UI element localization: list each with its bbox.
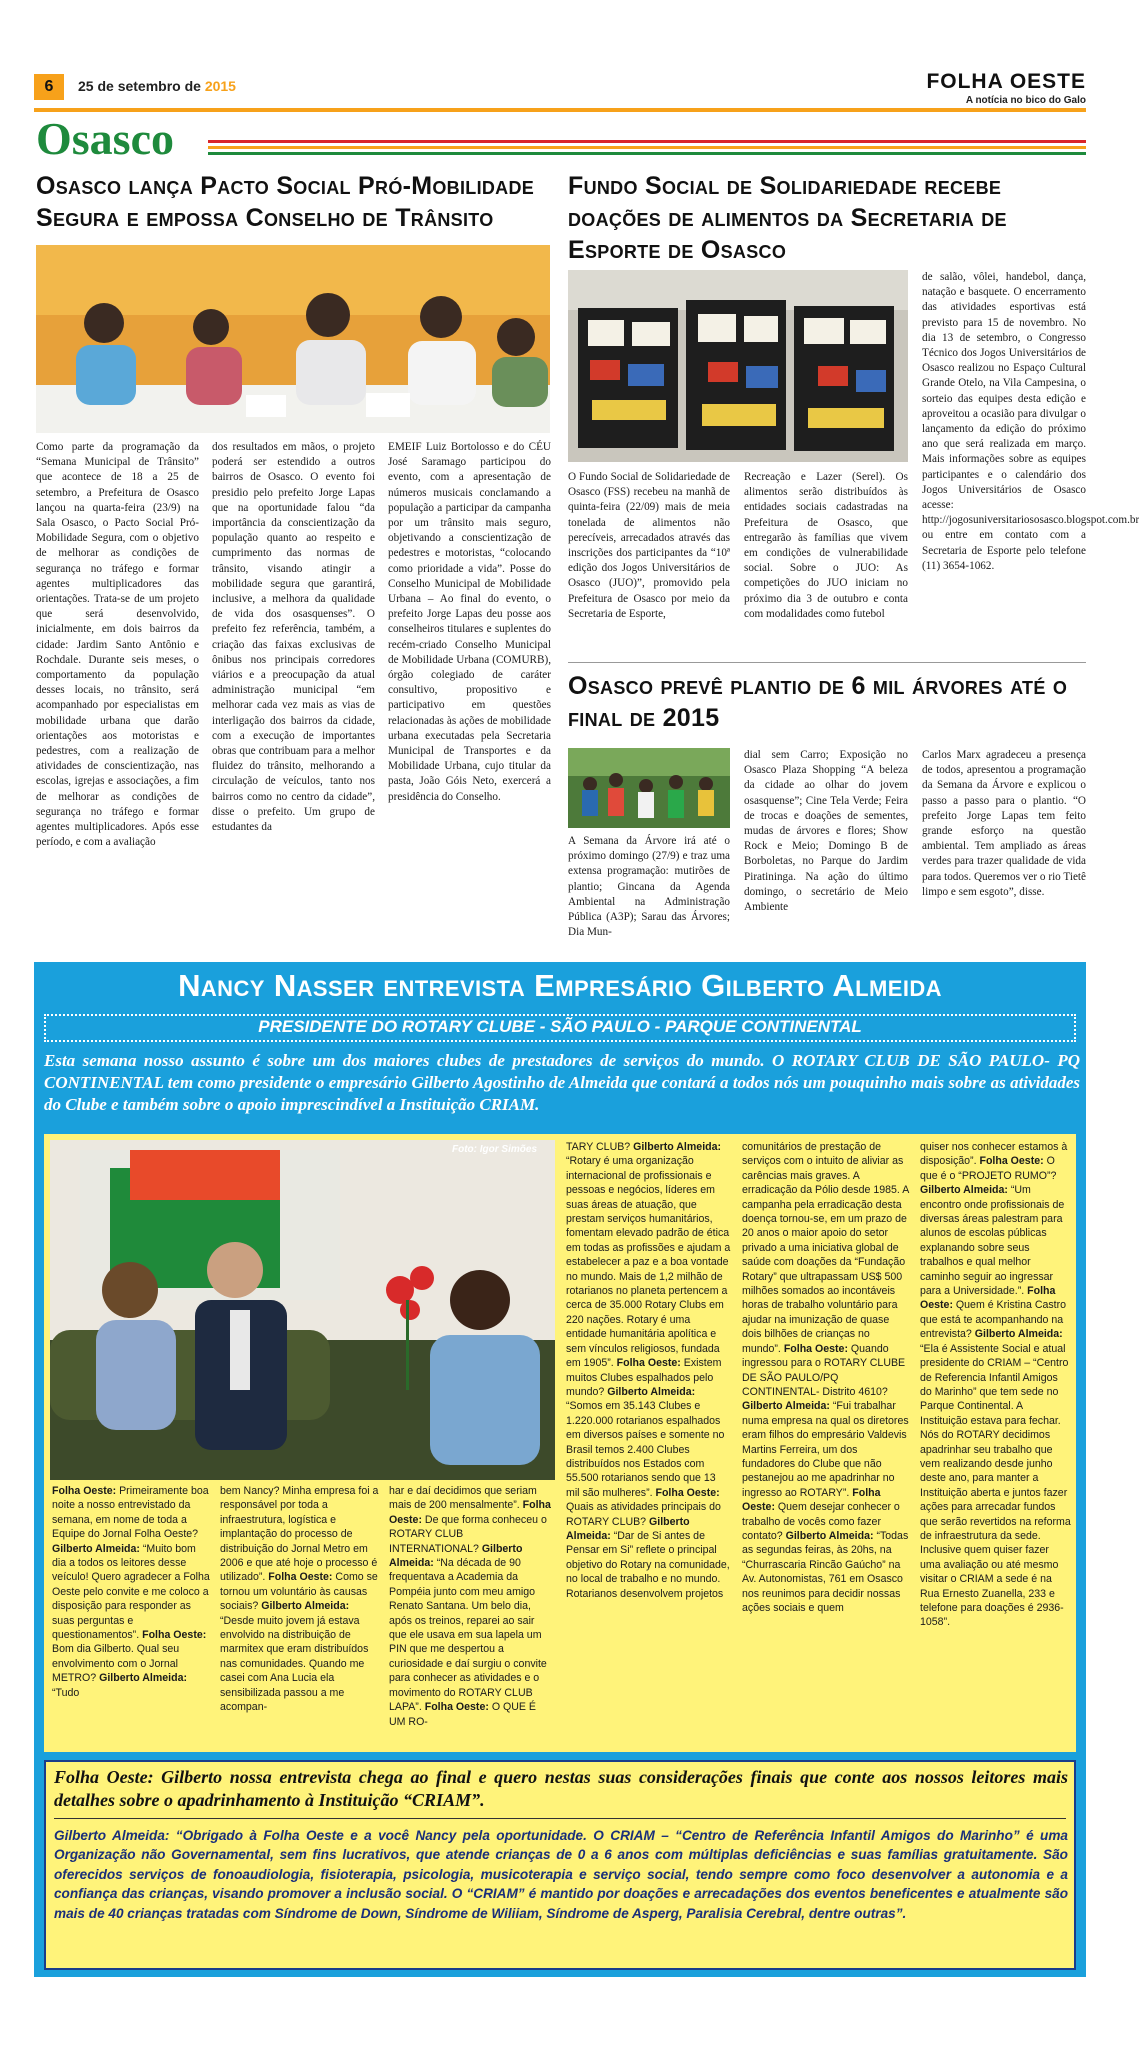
interview-column-5: comunitários de prestação de serviços com o intuito de aliviar as carências mais graves. A erradicação da Pólio desde 1985. A campanha pela erradicação desta doença tornou-se, em um prazo de 20 anos o maior apoio do setor privado a uma iniciativa global de saúde com doações da “Fundação Rotary” que ultrapassam US$ 500 milhões somados ao incontáveis horas de trabalho voluntário para ajudar na imunização de quase dois bilhões de crianças no mundo”. Folha Oeste: Quando ingressou para o ROTARY CLUBE DE SÃO PAULO/PQ CONTINENTAL- Distrito 4610? Gilberto Almeida: “Fui trabalhar numa empresa na qual os diretores eram filhos do empresário Valdevis Martins Ferreira, um dos fundadores do Clube que não pestanejou ao me apadrinhar no ingresso ao ROTARY”. Folha Oeste: Quem desejar conhecer o trabalho de vocês como fazer contato? Gilberto Almeida: “Todas as segundas feiras, às 20hs, na “Churrascaria Rincão Gaúcho” na Av. Autonomistas, 761 em Osasco nos reunimos para decidir nossas ações sociais e quem <box>742 1141 909 1614</box>
final-question: Folha Oeste: Gilberto nossa entrevista chega ao final e quero nestas suas considerações finais que conte aos nossos leitores mais detalhes sobre o apadrinhamento à Instituição “CRIAM”. <box>54 1767 1068 1810</box>
page-header <box>34 70 1086 110</box>
section-title: Osasco <box>36 113 174 164</box>
interview-column-2: bem Nancy? Minha empresa foi a responsável por toda a infraestrutura, logística e implantação do processo de distribuição do Jornal Metro em 2006 e que até hoje o processo é utilizado”. Folha Oeste: Como se tornou um voluntário às causas sociais? Gilberto Almeida: “Desde muito jovem já estava envolvido na distribuição de marmitex que eram distribuídos nas comunidades. Quando me casei com Ana Lucia ela sensibilizada passou a me acompan- <box>220 1485 379 1714</box>
interview-subheadline: PRESIDENTE DO ROTARY CLUBE - SÃO PAULO - PARQUE CONTINENTAL <box>258 1017 862 1036</box>
article2-column-2: Recreação e Lazer (Serel). Os alimentos serão distribuídos às entidades sociais cadastradas na Prefeitura de Osasco, que entregarão às famílias que vivem em condições de vulnerabilidade social. Sobre o JUO: As competições do JUO iniciam no próximo dia 3 de outubro e conta com modalidades como futebol <box>744 471 908 620</box>
article2-column-1: O Fundo Social de Solidariedade de Osasco (FSS) recebeu na manhã de quinta-feira (22/09) mais de meia tonelada de alimentos não perecíveis, arrecadados através das inscrições dos participantes da “10ª edição dos Jogos Universitários de Osasco (JUO)”, promovido pela Prefeitura de Osasco por meio da Secretaria de Esporte, <box>568 471 730 620</box>
brand-tagline: A notícia no bico do Galo <box>965 95 1086 106</box>
section-stripes <box>208 140 1086 155</box>
officials-table-photo <box>36 245 550 433</box>
interview-intro: Esta semana nosso assunto é sobre um dos maiores clubes de prestadores de serviços do mundo. O ROTARY CLUB DE SÃO PAULO- PQ CONTINENTAL tem como presidente o empresário Gilberto Agostinho de Almeida que contará a todos nós um pouquinho mais sobre as atividades do Clube e também sobre o apoio imprescindível a Instituição CRIAM. <box>44 1051 1080 1114</box>
article1-column-1: Como parte da programação da “Semana Municipal de Trânsito” que acontece de 18 a 25 de setembro, a Prefeitura de Osasco lançou na quarta-feira (23/9) na Sala Osasco, o Pacto Social Pró-Mobilidade Segura, com o objetivo de melhorar as condições de segurança no tráfego e formar agentes multiplicadores das orientações. Trata-se de um projeto que será desenvolvido, inicialmente, em dois bairros da cidade: Jardim Santo Antônio e Rochdale. Durante seis meses, o comportamento da população desses locais, no trânsito, será acompanhado por especialistas em mobilidade urbana que darão orientações aos motoristas e pedestres, com a realização de atividades de conscientização, nas escolas, igrejas e associações, a fim de melhorar as condições de segurança no tráfego e formar agentes multiplicadores. Após esse período, e com a avaliação <box>36 441 199 849</box>
page-number-badge: 6 <box>34 74 64 100</box>
article1-column-2: dos resultados em mãos, o projeto poderá ser estendido a outros bairros de Osasco. O evento foi presidio pelo prefeito Jorge Lapas que na oportunidade falou “da importância da conscientização da população quanto ao respeito e cumprimento das normas de trânsito, visando atingir a mobilidade segura que garantirá, inclusive, a melhora da qualidade de vida dos osasquenses”. O prefeito fez referência, também, a criação das faixas exclusivas de ônibus nos principais corredores viários e a preocupação da atual administração municipal “em melhorar cada vez mais as vias de interligação dos bairros da cidade, com a execução de importantes obras que contribuam para a melhor fluidez do trânsito, melhorando a circulação de veículos, tanto nos bairros como no centro da cidade”, disse o prefeito. Um grupo de estudantes da <box>212 441 375 834</box>
issue-date <box>78 78 236 94</box>
article2-photo <box>568 270 908 462</box>
article3-photo <box>568 748 730 828</box>
interview-photo <box>50 1140 555 1480</box>
interview-column-1: Folha Oeste: Primeiramente boa noite a nosso entrevistado da semana, em nome de toda a Equipe do Jornal Folha Oeste? Gilberto Almeida: “Muito bom dia a todos os leitores desse veículo! Quero agradecer a Folha Oeste pelo convite e me coloco a disposição para responder as suas perguntas e questionamentos”. Folha Oeste: Bom dia Gilberto. Qual seu envolvimento com o Jornal METRO? Gilberto Almeida: “Tudo <box>52 1485 210 1699</box>
article3-headline: Osasco prevê plantio de 6 mil árvores até o final de 2015 <box>568 672 1068 732</box>
article3-column-1: A Semana da Árvore irá até o próximo domingo (27/9) e traz uma extensa programação: mutirões de plantio; Gincana da Agenda Ambiental na Administração Pública (A3P); Sarau das Árvores; Dia Mun- <box>568 835 730 939</box>
article1-column-3: EMEIF Luiz Bortolosso e do CÉU José Saramago participou do evento, com a apresentação de números musicais conclamando a população a participar da campanha por um trânsito mais seguro, objetivando a conscientização de pedestres e motoristas, “colocando como prioridade a vida”. Posse do Conselho Municipal de Mobilidade Urbana – Ao final do evento, o prefeito Jorge Lapas deu posse aos conselheiros titulares e suplentes do recém-criado Conselho Municipal de Mobilidade Urbana (COMURB), órgão colegiado de caráter consultivo, propositivo e participativo em questões relacionadas às ações de mobilidade urbana executadas pela Secretaria Municipal de Transportes e da Mobilidade Urbana, cujo titular da pasta, João Góis Neto, exercerá a presidência do Conselho. <box>388 441 551 803</box>
article1-headline: Osasco lança Pacto Social Pró-Mobilidade Segura e empossa Conselho de Trânsito <box>36 172 535 232</box>
interview-headline: Nancy Nasser entrevista Empresário Gilberto Almeida <box>178 968 942 1003</box>
interview-column-4: TARY CLUB? Gilberto Almeida: “Rotary é uma organização internacional de profissionais e pessoas e negócios, líderes em suas áreas de atuação, que prestam serviços humanitários, fomentam elevado padrão de ética em todas as profissões e ajudam a estabelecer a paz e a boa vontade no mundo. Mais de 1,2 milhão de rotarianos no planeta pertencem a cerca de 35.000 Rotary Clubs em 220 nações. Rotary é uma entidade humanitária apolítica e sem vínculos religiosos, fundada em 1905”. Folha Oeste: Existem muitos Clubes espalhados pelo mundo? Gilberto Almeida: “Somos em 35.143 Clubes e 1.220.000 rotarianos espalhados em diversos países e somente no Brasil temos 2.400 Clubes distribuídos nos Estados com 55.500 rotarianos sendo que 13 mil são mulheres”. Folha Oeste: Quais as atividades principais do ROTARY CLUB? Gilberto Almeida: “Dar de Si antes de Pensar em Si” reflete o principal objetivo do Rotary na comunidade, no local de trabalho e no mundo. Rotarianos desenvolvem projetos <box>566 1141 731 1600</box>
issue-date-prefix: 25 de setembro de <box>78 78 201 94</box>
final-answer: Gilberto Almeida: “Obrigado à Folha Oeste e a você Nancy pela oportunidade. O CRIAM – “Centro de Referência Infantil Amigos do Marinho” é uma Organização não Governamental, sem fins lucrativos, que atende crianças de 0 a 6 anos com múltiplas deficiências e suas famílias gratuitamente. São oferecidos serviços de fonoaudiologia, fisioterapia, psicologia, musicoterapia e serviço social, tendo sempre como foco desenvolver a autonomia e a confiança das crianças, visando promover a inclusão social. O “CRIAM” é mantido por doações e arrecadações dos eventos beneficentes e atualmente são mais de 40 crianças tratadas com Síndrome de Down, Síndrome de Wiliiam, Síndrome de Asperg, Paralisia Cerebral, dentre outras”. <box>54 1828 1068 1921</box>
article2-headline: Fundo Social de Solidariedade recebe doações de alimentos da Secretaria de Esporte de Osasco <box>568 172 1007 264</box>
header-rule <box>34 108 1086 112</box>
article2-column-right: de salão, vôlei, handebol, dança, natação e basquete. O encerramento das atividades esportivas está previsto para 15 de novembro. No dia 13 de setembro, o Congresso Técnico dos Jogos Universitários de Osasco realizou no Espaço Cultural Grande Otelo, na Vila Campesina, o sorteio das equipes desta edição e aproveitou a ocasião para divulgar o lançamento da edição do próximo ano que será realizada em março. Mais informações sobre as equipes participantes e o calendário dos Jogos Universitários de Osasco acesse: http://jogosuniversitariososasco.blogspot.com.br ou entre em contato com a Secretaria de Esporte pelo telefone (11) 3654-1062. <box>922 271 1139 572</box>
article1-photo <box>36 245 550 433</box>
tree-planting-photo <box>568 748 730 828</box>
interview-column-3: har e daí decidimos que seriam mais de 200 mensalmente”. Folha Oeste: De que forma conheceu o ROTARY CLUB INTERNATIONAL? Gilberto Almeida: “Na década de 90 frequentava a Academia da Pompéia junto com meu amigo Renato Santana. Um belo dia, após os treinos, reparei ao sair que ele usava em sua lapela um PIN que me despertou a curiosidade e daí surgiu o convite para conhecer as atividades e o movimento do ROTARY CLUB LAPA”. Folha Oeste: O QUE É UM RO- <box>389 1485 551 1728</box>
interview-scene-photo <box>50 1140 555 1480</box>
final-divider <box>54 1818 1066 1819</box>
photo-credit: Foto: Igor Simões <box>452 1144 537 1155</box>
article3-column-3: Carlos Marx agradeceu a presença de todos, apresentou a programação da Semana da Árvore e explicou o passo a passo para o plantio. “O prefeito Jorge Lapas tem feito grande esforço na questão ambiental. Tem ampliado as áreas verdes para trazer qualidade de vida para todos. Queremos ver o rio Tietê limpo e sem esgoto”, disse. <box>922 749 1086 898</box>
article3-divider <box>568 662 1086 663</box>
issue-year: 2015 <box>204 78 236 94</box>
brand-name: FOLHA OESTE <box>926 70 1086 93</box>
article3-column-2: dial sem Carro; Exposição no Osasco Plaza Shopping “A beleza da cidade ao olhar do jovem osasquense”; Cine Tela Verde; Feira de trocas e doações de sementes, mudas de árvores e flores; Show Rock e Meio; Domingo B de Borboletas, no Parque do Jardim Piratininga. Na ação do último domingo, o secretário de Meio Ambiente <box>744 749 908 914</box>
interview-column-6: quiser nos conhecer estamos à disposição”. Folha Oeste: O que é o “PROJETO RUMO”? Gilberto Almeida: “Um encontro onde profissionais de diversas áreas palestram para alunos de escolas públicas explanando sobre seus trabalhos e qual melhor caminho seguir ao ingressar para a Universidade.”. Folha Oeste: Quem é Kristina Castro que está te acompanhando na entrevista? Gilberto Almeida: “Ela é Assistente Social e atual presidente do CRIAM – “Centro de Referencia Infantil Amigos do Marinho” que tem sede no Parque Continental. A Instituição estava para fechar. Nós do ROTARY decidimos apadrinhar seu trabalho que vem realizando desde junho deste ano, para manter a Instituição aberta e juntos fazer ações para arrecadar fundos que serão revertidos na reforma de infraestrutura da sede. Inclusive quem quiser fazer uma avaliação ou até mesmo visitar o CRIAM a sede é na Rua Ernesto Zuanella, 233 e telefone para doações é 2936-1058”. <box>920 1141 1071 1629</box>
food-donations-photo <box>568 270 908 462</box>
